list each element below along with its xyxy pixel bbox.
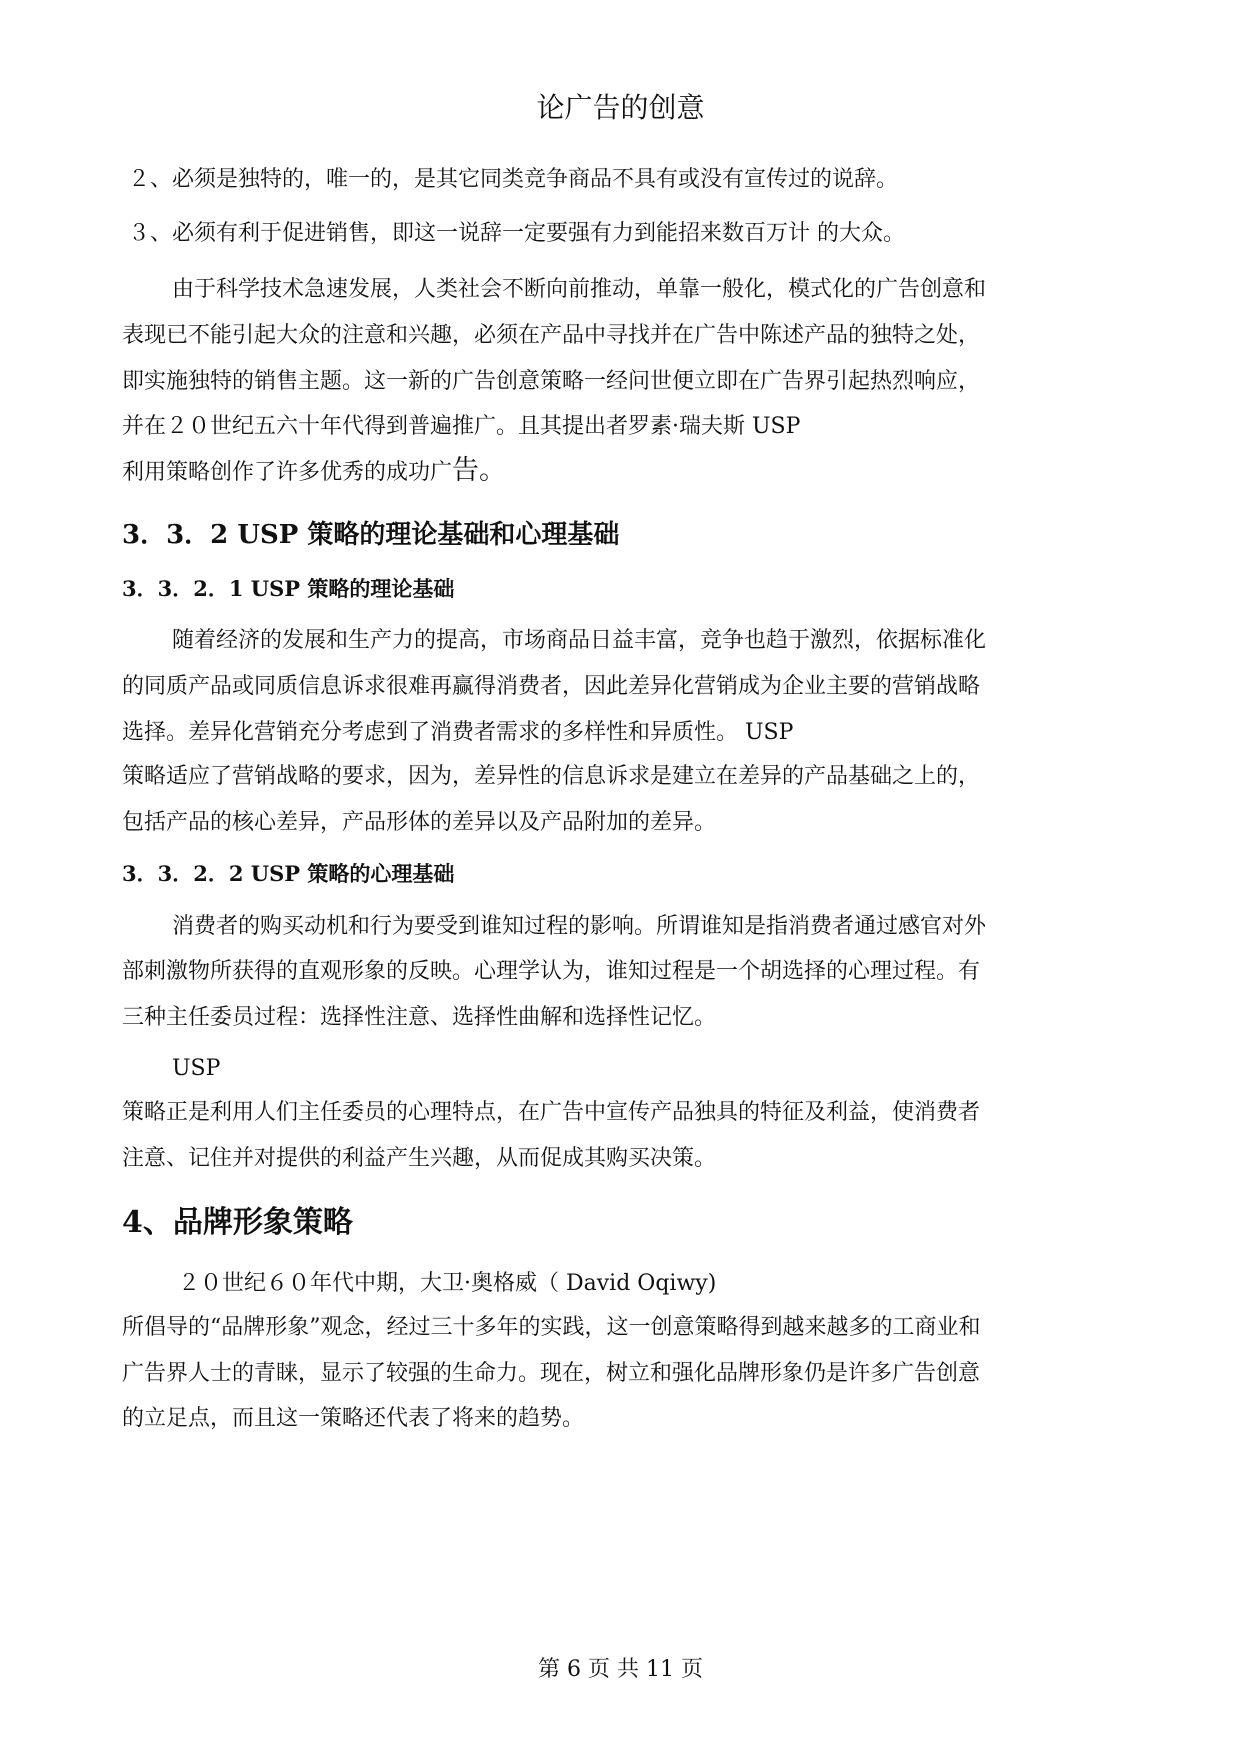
paragraph-line: 策略适应了营销战略的要求，因为，差异性的信息诉求是建立在差异的产品基础之上的， bbox=[122, 764, 981, 789]
paragraph-line-final bbox=[122, 457, 506, 487]
paragraph-line: 所倡导的“品牌形象”观念，经过三十多年的实践，这一创意策略得到越来越多的工商业和 bbox=[122, 1315, 981, 1340]
page-footer-number: 第 6 页 共 11 页 bbox=[538, 1657, 703, 1682]
paragraph-line: 三种主任委员过程：选择性注意、选择性曲解和选择性记忆。 bbox=[122, 1005, 717, 1030]
paragraph-line: 表现已不能引起大众的注意和兴趣，必须在产品中寻找并在广告中陈述产品的独特之处， bbox=[122, 323, 981, 348]
paragraph-line: 部刺激物所获得的直观形象的反映。心理学认为，谁知过程是一个胡选择的心理过程。有 bbox=[122, 959, 981, 984]
paragraph-lead: USP bbox=[172, 1056, 221, 1081]
paragraph-line: 并在２０世纪五六十年代得到普遍推广。且其提出者罗素·瑞夫斯 USP bbox=[122, 414, 801, 439]
paragraph-line: 即实施独特的销售主题。这一新的广告创意策略一经问世便立即在广告界引起热烈响应， bbox=[122, 369, 981, 394]
paragraph-text-large: 告。 bbox=[452, 455, 507, 486]
paragraph-line: 包括产品的核心差异，产品形体的差异以及产品附加的差异。 bbox=[122, 810, 717, 835]
paragraph-line: 由于科学技术急速发展，人类社会不断向前推动，单靠一般化，模式化的广告创意和 bbox=[172, 277, 987, 302]
paragraph-line: 策略正是利用人们主任委员的心理特点，在广告中宣传产品独具的特征及利益，使消费者 bbox=[122, 1100, 981, 1125]
paragraph-line: 广告界人士的青睐，显示了较强的生命力。现在，树立和强化品牌形象仍是许多广告创意 bbox=[122, 1361, 981, 1386]
paragraph-line: 消费者的购买动机和行为要受到谁知过程的影响。所谓谁知是指消费者通过感官对外 bbox=[172, 914, 987, 939]
paragraph-lead: ２０世纪６０年代中期，大卫·奥格威（ David Oqiwy) bbox=[178, 1271, 717, 1296]
section-heading-4: 4、品牌形象策略 bbox=[122, 1205, 353, 1240]
list-item-3: ３、必须有利于促进销售，即这一说辞一定要强有力到能招来数百万计 的大众。 bbox=[128, 221, 905, 246]
paragraph-line: 随着经济的发展和生产力的提高，市场商品日益丰富，竞争也趋于激烈，依据标准化 bbox=[172, 628, 987, 653]
paragraph-text: 利用策略创作了许多优秀的成功广 bbox=[122, 460, 453, 485]
subsection-heading-3322: 3．3．2．2 USP 策略的心理基础 bbox=[122, 861, 455, 886]
paragraph-line: 的同质产品或同质信息诉求很难再赢得消费者，因此差异化营销成为企业主要的营销战略 bbox=[122, 674, 981, 699]
section-heading-332: 3．3．2 USP 策略的理论基础和心理基础 bbox=[122, 520, 620, 550]
paragraph-line: 的立足点，而且这一策略还代表了将来的趋势。 bbox=[122, 1406, 585, 1431]
paragraph-line: 注意、记住并对提供的利益产生兴趣，从而促成其购买决策。 bbox=[122, 1146, 717, 1171]
paragraph-line: 选择。差异化营销充分考虑到了消费者需求的多样性和异质性。 USP bbox=[122, 720, 794, 745]
list-item-2: ２、必须是独特的，唯一的，是其它同类竞争商品不具有或没有宣传过的说辞。 bbox=[128, 167, 899, 192]
subsection-heading-3321: 3．3．2．1 USP 策略的理论基础 bbox=[122, 576, 455, 601]
page-header-title: 论广告的创意 bbox=[536, 91, 705, 124]
